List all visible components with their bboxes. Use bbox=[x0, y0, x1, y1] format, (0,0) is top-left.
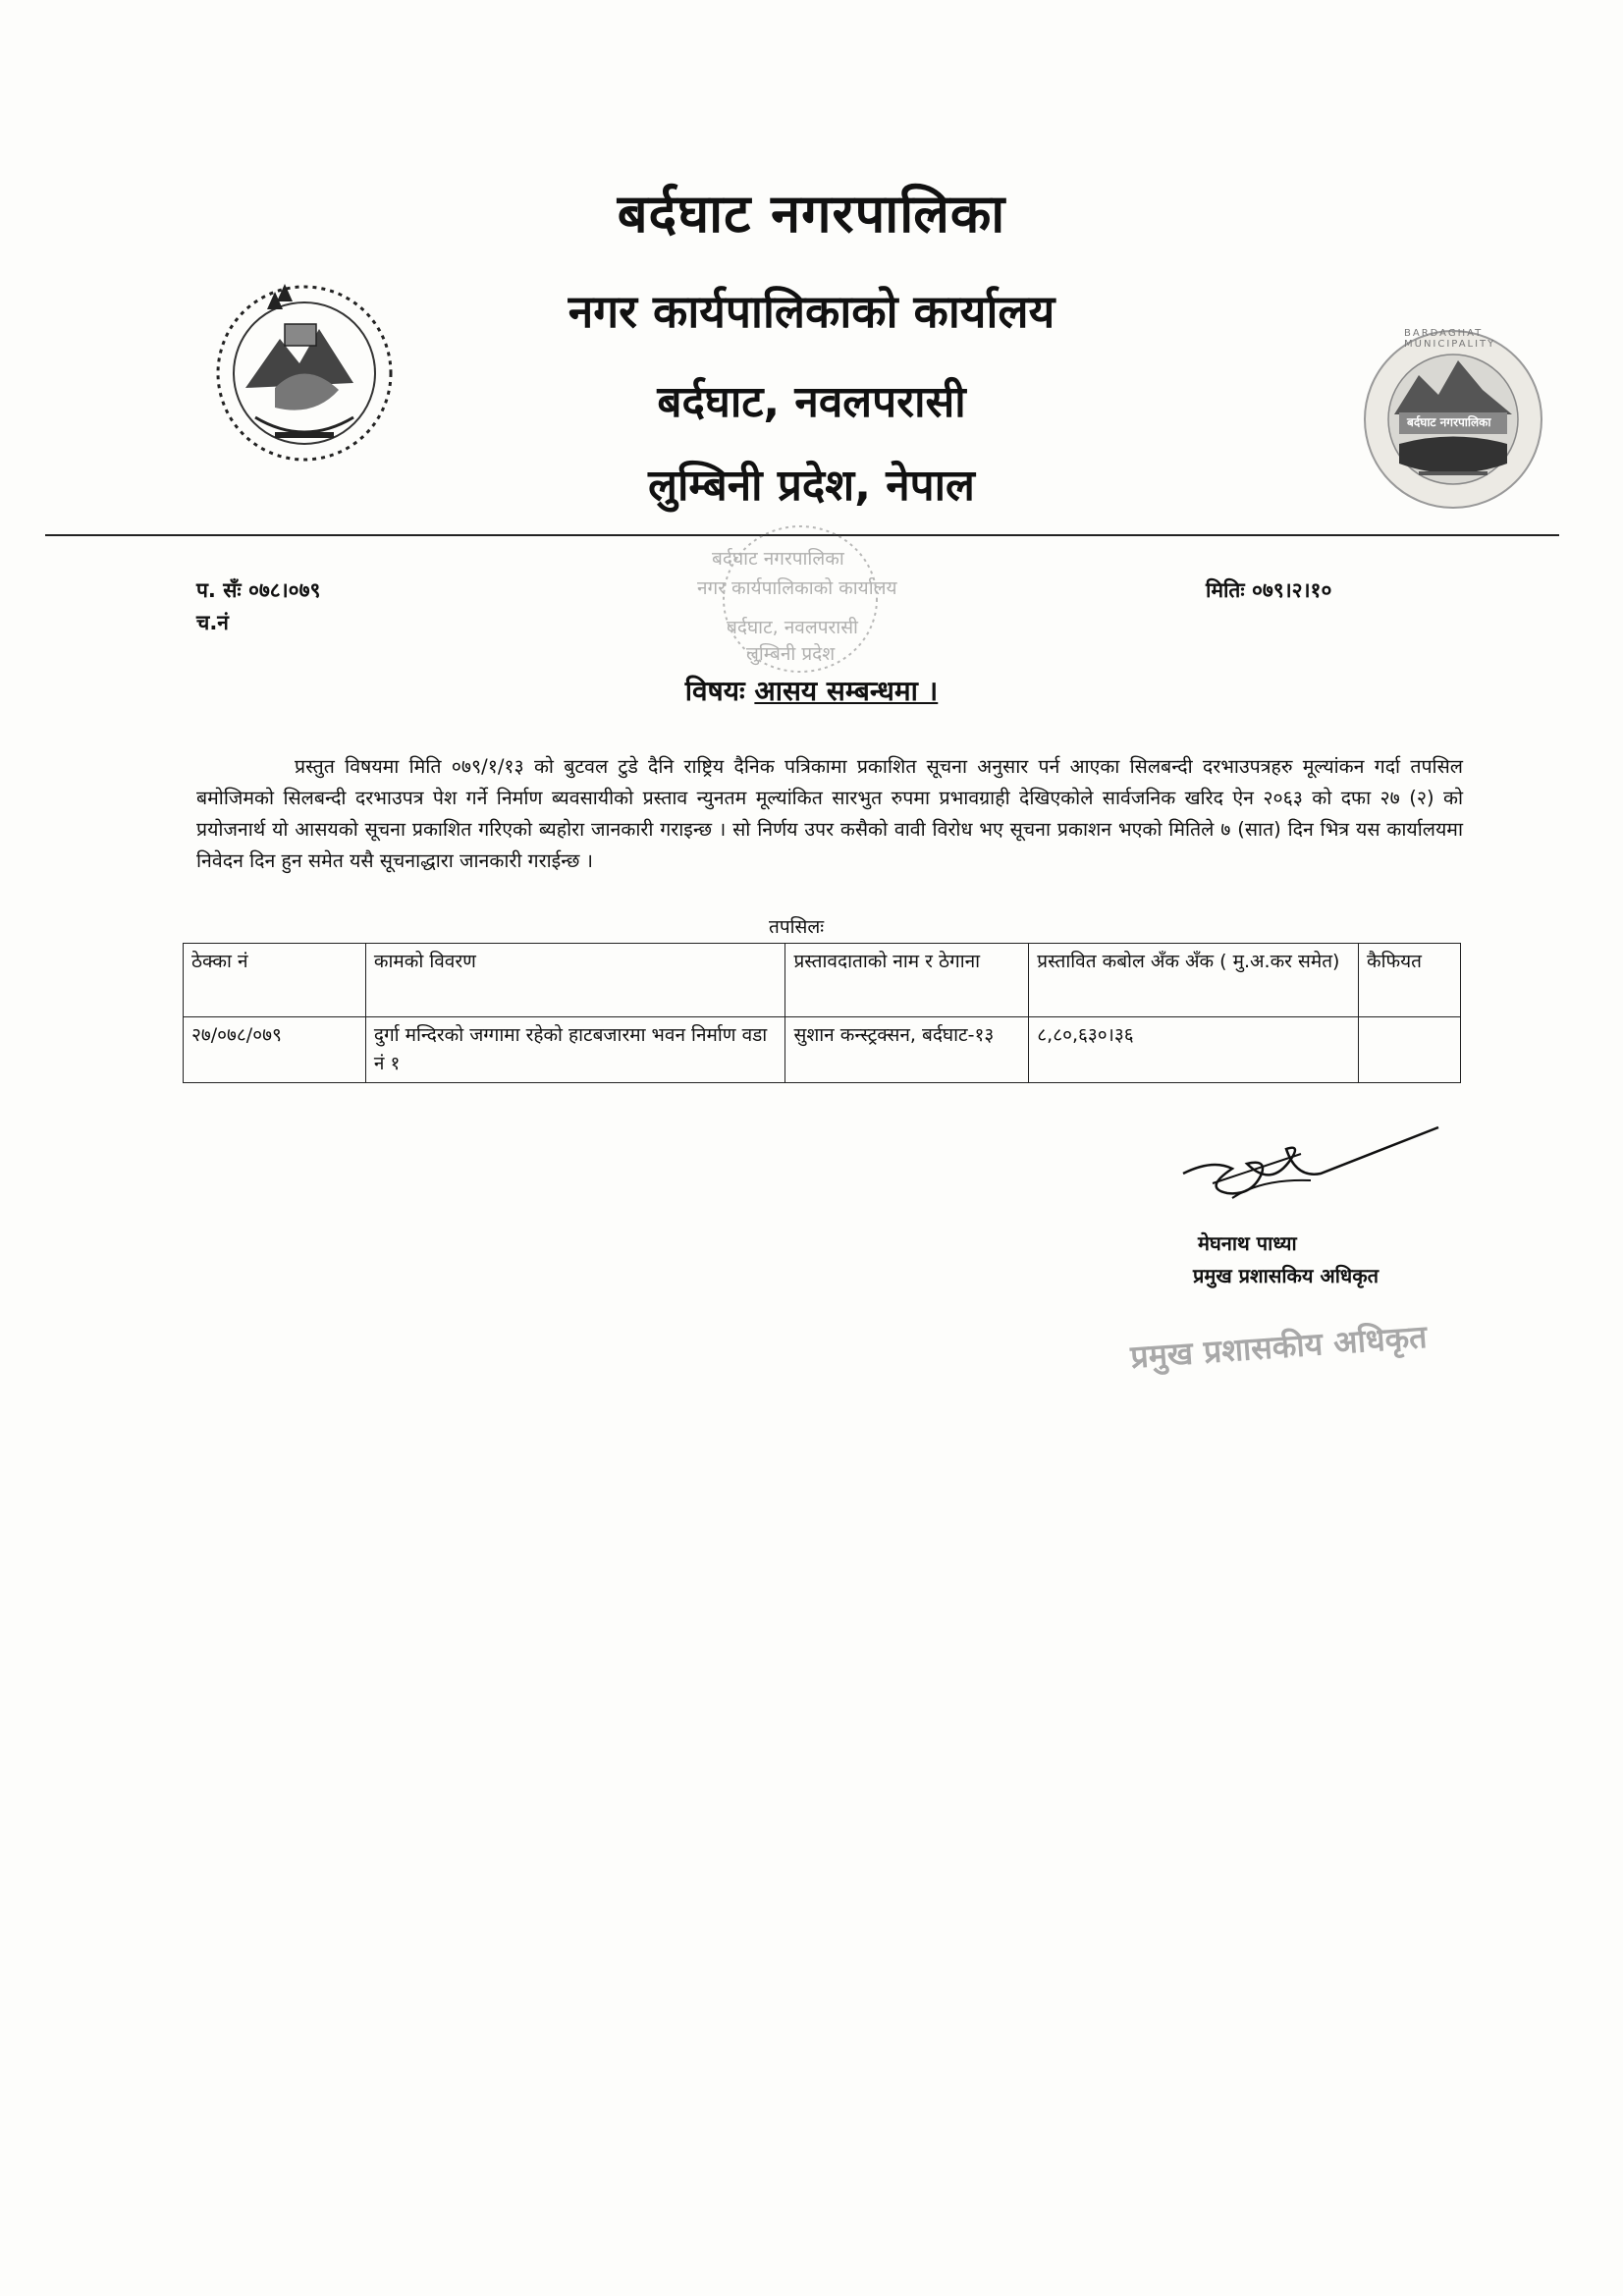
letter-date: मितिः ०७९।२।१० bbox=[1206, 578, 1332, 602]
signatory-title: प्रमुख प्रशासकिय अधिकृत bbox=[1193, 1264, 1379, 1287]
cell-remarks bbox=[1359, 1017, 1461, 1083]
signature bbox=[1173, 1120, 1448, 1218]
table-header-row bbox=[184, 944, 1461, 1017]
header-bid-amount: प्रस्तावित कबोल अँक अँक ( मु.अ.कर समेत) bbox=[1029, 944, 1359, 1017]
seal-text: BARDAGHAT MUNICIPALITY bbox=[1404, 328, 1496, 350]
body-paragraph: प्रस्तुत विषयमा मिति ०७९/१/१३ को बुटवल टुडे दैनि राष्ट्रिय दैनिक पत्रिकामा प्रकाशित सूचना अनुसार पर्न आएका सिलबन्दी दरभाउपत्रहरु मूल्यांकन गर्दा तपसिल बमोजिमको सिलबन्दी दरभाउपत्र पेश गर्ने निर्माण ब्यवसायीको प्रस्ताव न्युनतम मूल्यांकित सारभुत रुपमा प्रभावग्राही देखिएकोले सार्वजनिक खरिद ऐन २०६३ को दफा २७ (२) को प्रयोजनार्थ यो आसयको सूचना प्रकाशित गरिएको ब्यहोरा जानकारी गराइन्छ । सो निर्णय उपर कसैको वावी विरोध भए सूचना प्रकाशन भएको मितिले ७ (सात) दिन भित्र यस कार्यालयमा निवेदन दिन हुन समेत यसै सूचनाद्धारा जानकारी गराईन्छ । bbox=[196, 755, 1463, 872]
header-remarks: कैफियत bbox=[1359, 944, 1461, 1017]
signatory-name: मेघनाथ पाध्या bbox=[1198, 1231, 1297, 1255]
dispatch-number: च.नं bbox=[196, 611, 229, 634]
cell-bid-amount: ८,८०,६३०।३६ bbox=[1029, 1017, 1359, 1083]
subject-text: आसय सम्बन्धमा । bbox=[754, 675, 939, 707]
table-caption: तपसिलः bbox=[769, 916, 825, 938]
table-row bbox=[184, 1017, 1461, 1083]
header-contract-no: ठेक्का नं bbox=[184, 944, 366, 1017]
designation-stamp: प्रमुख प्रशासकीय अधिकृत bbox=[1129, 1317, 1429, 1376]
cell-contract-no: २७/०७८/०७९ bbox=[184, 1017, 366, 1083]
office-stamp bbox=[687, 520, 913, 678]
office-title: नगर कार्यपालिकाको कार्यालय bbox=[568, 285, 1055, 338]
stamp-line-1: बर्दघाट नगरपालिका bbox=[712, 548, 844, 570]
cell-work-description: दुर्गा मन्दिरको जग्गामा रहेको हाटबजारमा भवन निर्माण वडा नं १ bbox=[365, 1017, 785, 1083]
reference-number: प. सँः ०७८।०७९ bbox=[196, 578, 321, 602]
stamp-line-2: नगर कार्यपालिकाको कार्यालय bbox=[697, 577, 897, 599]
header-work-description: कामको विवरण bbox=[365, 944, 785, 1017]
province-country: लुम्बिनी प्रदेश, नेपाल bbox=[648, 461, 975, 511]
cell-bidder: सुशान कन्स्ट्रक्सन, बर्दघाट-१३ bbox=[785, 1017, 1029, 1083]
seal-inner-text: बर्दघाट नगरपालिका bbox=[1407, 415, 1491, 429]
office-address: बर्दघाट, नवलपरासी bbox=[657, 377, 966, 427]
stamp-line-4: लुम्बिनी प्रदेश bbox=[746, 643, 836, 665]
bid-table bbox=[183, 943, 1461, 1083]
subject-label: विषयः bbox=[684, 675, 745, 707]
header-bidder: प्रस्तावदाताको नाम र ठेगाना bbox=[785, 944, 1029, 1017]
municipality-title: बर्दघाट नगरपालिका bbox=[617, 183, 1006, 245]
subject-line bbox=[0, 672, 1623, 709]
stamp-line-3: बर्दघाट, नवलपरासी bbox=[727, 617, 858, 638]
